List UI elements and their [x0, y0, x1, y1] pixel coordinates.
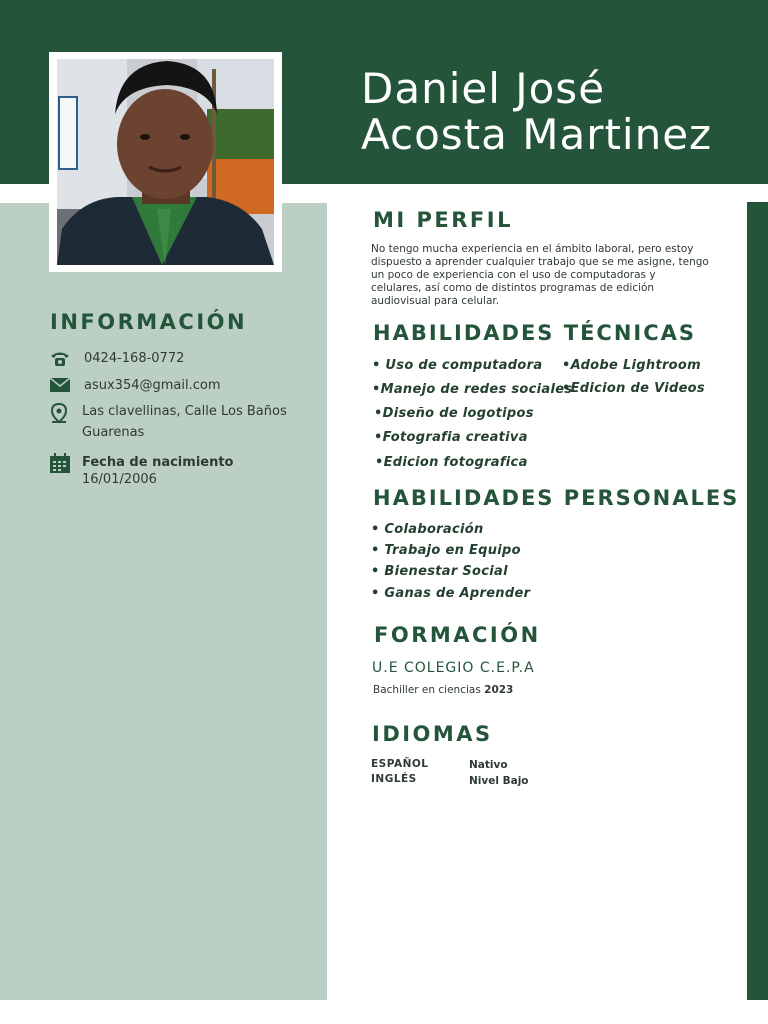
personal-skill-item: • Bienestar Social [371, 564, 508, 579]
phone-icon [49, 350, 71, 372]
profile-photo [57, 59, 274, 265]
profile-line: un poco de experiencia con el uso de computadoras y [371, 269, 656, 281]
address-line-1: Las clavellinas, Calle Los Baños [82, 404, 287, 419]
tech-skill-item: •Diseño de logotipos [374, 406, 534, 421]
mail-icon [50, 378, 70, 397]
personal-skill-item: • Ganas de Aprender [371, 586, 531, 601]
profile-title: MI PERFIL [373, 208, 513, 232]
email-text: asux354@gmail.com [84, 378, 221, 393]
profile-text [371, 243, 711, 308]
calendar-icon [49, 453, 71, 478]
language-level: Nativo [469, 759, 508, 771]
education-title: FORMACIÓN [374, 623, 541, 647]
candidate-name [361, 66, 712, 158]
profile-line: No tengo mucha experiencia en el ámbito laboral, pero estoy [371, 243, 694, 255]
right-accent-bar [747, 202, 768, 1000]
address [82, 401, 287, 443]
language-name: INGLÉS [371, 773, 417, 785]
tech-skills-title: HABILIDADES TÉCNICAS [373, 321, 696, 345]
language-level: Nivel Bajo [469, 775, 529, 787]
phone-text: 0424-168-0772 [84, 351, 185, 366]
personal-skill-item: • Trabajo en Equipo [371, 543, 521, 558]
education-degree-line [373, 684, 513, 696]
tech-skill-item: •Adobe Lightroom [562, 358, 701, 373]
tech-skill-item: •Fotografia creativa [374, 430, 528, 445]
personal-skills-title: HABILIDADES PERSONALES [373, 486, 740, 510]
tech-skill-item: •Manejo de redes sociales [372, 382, 573, 397]
language-name: ESPAÑOL [371, 758, 429, 770]
tech-skill-item: •Edicion de Videos [562, 381, 705, 396]
profile-line: audiovisual para celular. [371, 295, 500, 307]
birth-date: 16/01/2006 [82, 472, 157, 487]
education-school: U.E COLEGIO C.E.P.A [372, 660, 535, 676]
education-degree: Bachiller en ciencias [373, 684, 481, 696]
profile-line: dispuesto a aprender cualquier trabajo que se me asigne, tengo [371, 256, 709, 268]
location-pin-icon [49, 403, 69, 429]
personal-skill-item: • Colaboración [371, 522, 484, 537]
languages-title: IDIOMAS [372, 722, 493, 746]
birth-label: Fecha de nacimiento [82, 455, 234, 470]
tech-skill-item: •Edicion fotografica [375, 455, 528, 470]
address-line-2: Guarenas [82, 425, 145, 440]
name-line-1: Daniel José [361, 64, 606, 113]
name-line-2: Acosta Martinez [361, 110, 713, 159]
education-year: 2023 [484, 684, 514, 696]
tech-skill-item: • Uso de computadora [372, 358, 543, 373]
profile-line: celulares, así como de distintos programas de edición [371, 282, 655, 294]
info-title: INFORMACIÓN [50, 310, 248, 334]
